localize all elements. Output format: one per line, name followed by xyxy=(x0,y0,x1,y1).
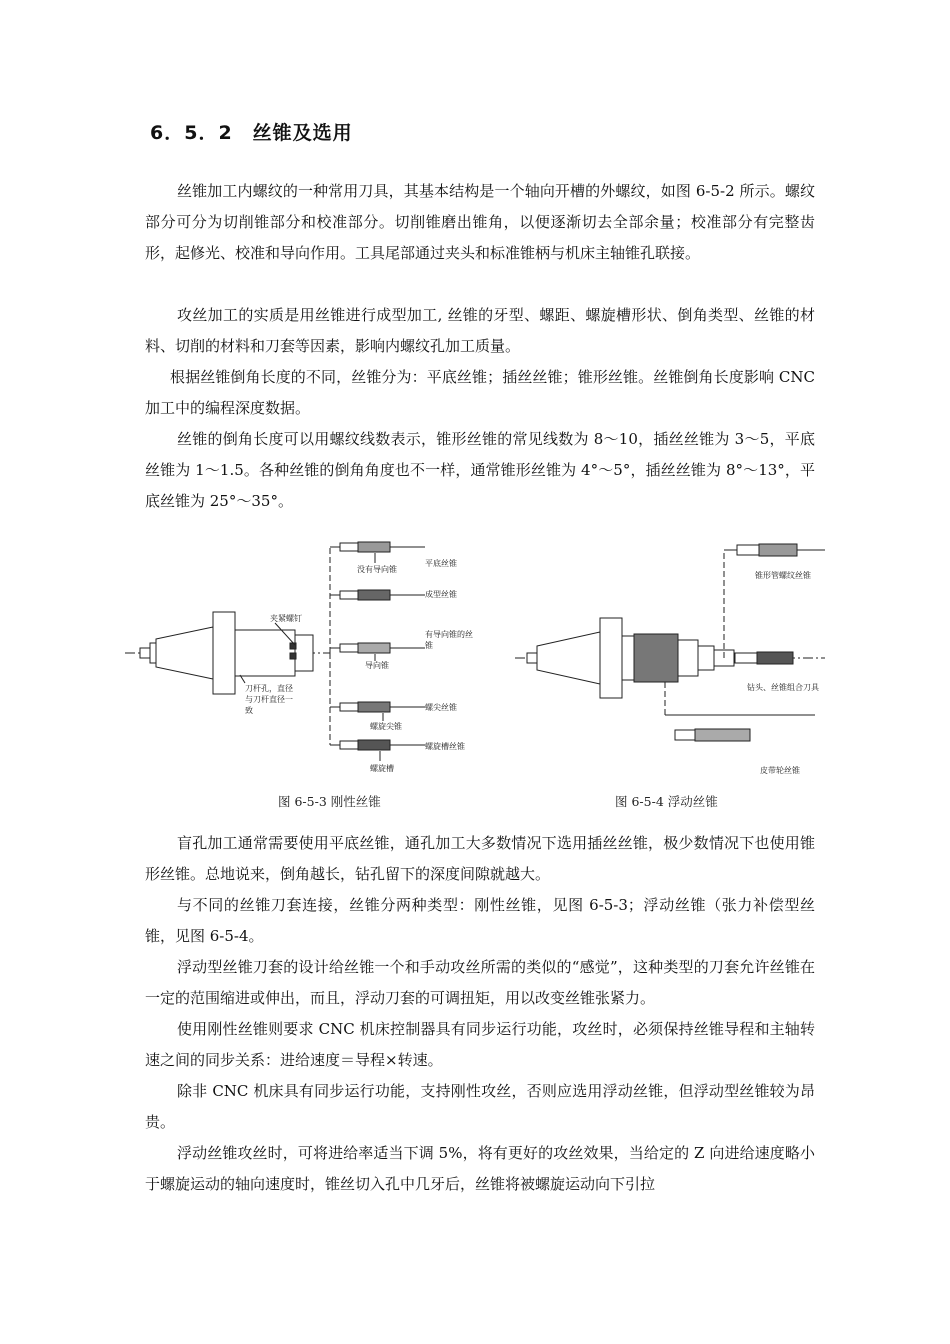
label-clamp-screw: 夹紧螺钉 xyxy=(270,614,302,623)
label-guide-cone: 导向锥 xyxy=(365,661,389,670)
figure-rigid-tap xyxy=(125,535,495,780)
label-holder-bore-1: 刀杆孔，直径 xyxy=(245,684,293,693)
section-title: 6．5．2 丝锥及选用 xyxy=(150,122,353,144)
caption-rigid-tap: 图 6-5-3 刚性丝锥 xyxy=(278,794,381,809)
figure-floating-tap xyxy=(515,540,845,785)
label-drill-combo: 钻头、丝锥组合刀具 xyxy=(747,683,819,692)
label-spiral-point-tap: 螺尖丝锥 xyxy=(425,703,457,712)
paragraph-3: 根据丝锥倒角长度的不同，丝锥分为：平底丝锥；插丝丝锥；锥形丝锥。丝锥倒角长度影响 CNC 加工中的编程深度数据。 xyxy=(145,368,815,417)
label-spiral-flute: 螺旋槽 xyxy=(370,764,394,773)
label-tap-with-shank: 皮带轮丝锥 xyxy=(760,766,800,775)
label-spiral-flute-tap: 螺旋槽丝锥 xyxy=(425,742,465,751)
label-holder-bore-2: 与刀杆直径一 xyxy=(245,695,293,704)
paragraph-5: 盲孔加工通常需要使用平底丝锥，通孔加工大多数情况下选用插丝丝锥，极少数情况下也使用锥形丝锥。总地说来，倒角越长，钻孔留下的深度间隙就越大。 xyxy=(145,834,815,883)
paragraph-7: 浮动型丝锥刀套的设计给丝锥一个和手动攻丝所需的类似的“感觉”，这种类型的刀套允许丝锥在一定的范围缩进或伸出，而且，浮动刀套的可调扭矩，用以改变丝锥张紧力。 xyxy=(145,958,815,1007)
paragraph-10: 浮动丝锥攻丝时，可将进给率适当下调 5%，将有更好的攻丝效果，当给定的 Z 向进给速度略小于螺旋运动的轴向速度时，锥丝切入孔中几牙后，丝锥将被螺旋运动向下引拉 xyxy=(145,1144,815,1193)
paragraph-6: 与不同的丝锥刀套连接，丝锥分两种类型：刚性丝锥，见图 6-5-3；浮动丝锥（张力补偿型丝锥，见图 6-5-4。 xyxy=(145,896,815,945)
label-no-guide: 没有导向锥 xyxy=(357,565,397,574)
paragraph-2: 攻丝加工的实质是用丝锥进行成型加工, 丝锥的牙型、螺距、螺旋槽形状、倒角类型、丝锥的材料、切削的材料和刀套等因素，影响内螺纹孔加工质量。 xyxy=(145,306,815,355)
label-spiral-point: 螺旋尖锥 xyxy=(370,722,402,731)
paragraph-9: 除非 CNC 机床具有同步运行功能，支持刚性攻丝，否则应选用浮动丝锥，但浮动型丝锥较为昂贵。 xyxy=(145,1082,815,1131)
paragraph-1: 丝锥加工内螺纹的一种常用刀具，其基本结构是一个轴向开槽的外螺纹，如图 6-5-2 所示。螺纹部分可分为切削锥部分和校准部分。切削锥磨出锥角，以便逐渐切去全部余量；校准部分有完整齿形，起修光、校准和导向作用。工具尾部通过夹头和标准锥柄与机床主轴锥孔联接。 xyxy=(145,182,815,262)
label-form-tap: 成型丝锥 xyxy=(425,590,457,599)
label-guided-tap-1: 有导向锥的丝 xyxy=(425,630,473,639)
label-guided-tap-2: 锥 xyxy=(425,641,433,650)
paragraph-4: 丝锥的倒角长度可以用螺纹线数表示，锥形丝锥的常见线数为 8～10，插丝丝锥为 3～5，平底丝锥为 1～1.5。各种丝锥的倒角角度也不一样，通常锥形丝锥为 4°～5°，插丝丝锥为 8°～13°，平底丝锥为 25°～35°。 xyxy=(145,430,815,510)
label-taper-pipe-tap: 锥形管螺纹丝锥 xyxy=(755,571,811,580)
label-flat-tap: 平底丝锥 xyxy=(425,559,457,568)
caption-floating-tap: 图 6-5-4 浮动丝锥 xyxy=(615,794,718,809)
paragraph-8: 使用刚性丝锥则要求 CNC 机床控制器具有同步运行功能，攻丝时，必须保持丝锥导程和主轴转速之间的同步关系：进给速度＝导程×转速。 xyxy=(145,1020,815,1069)
label-holder-bore-3: 致 xyxy=(245,706,253,715)
